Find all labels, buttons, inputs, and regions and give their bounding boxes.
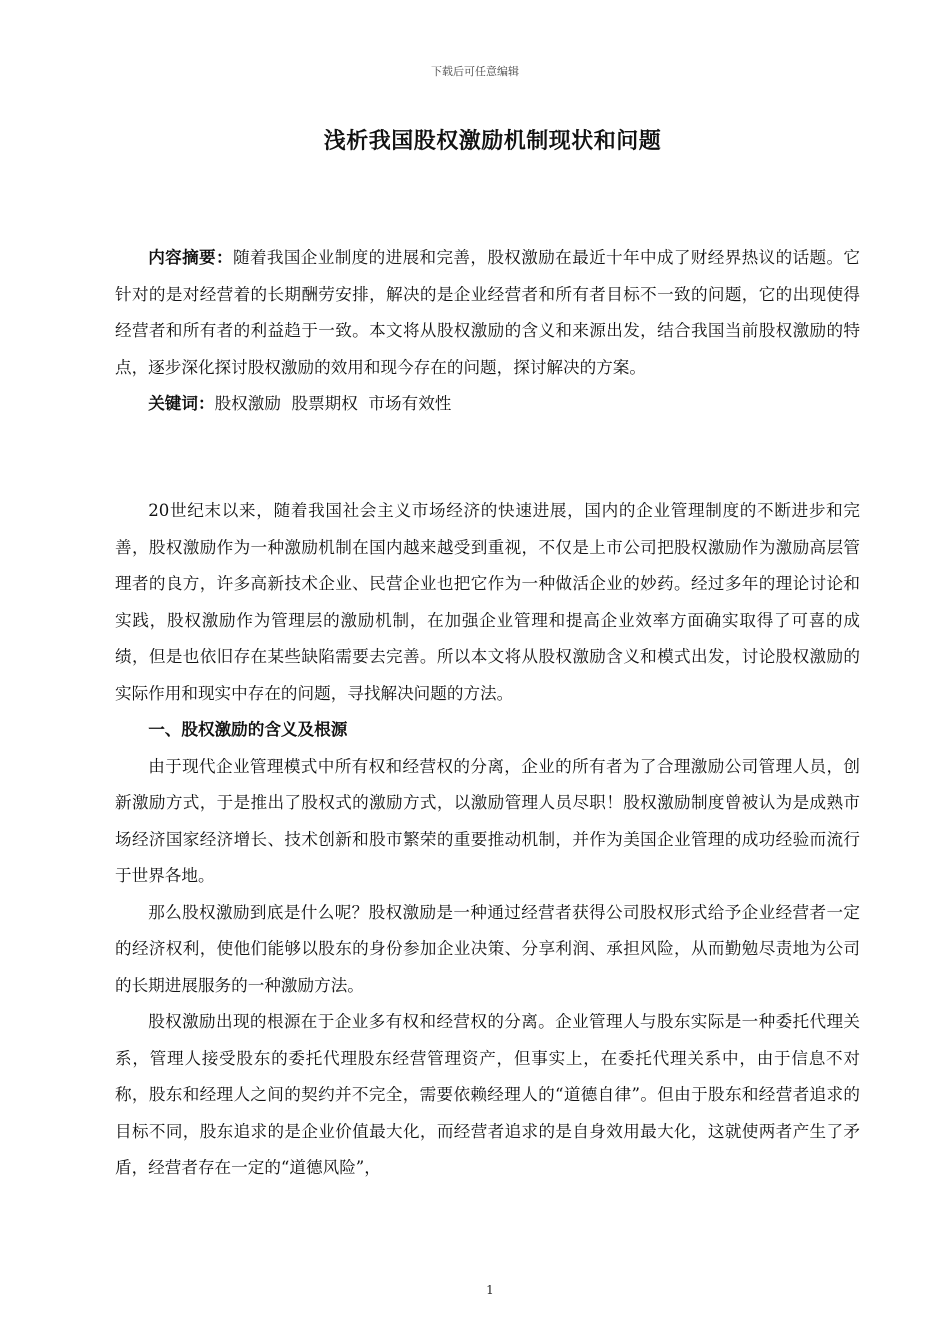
keywords-text: 股权激励 股票期权 市场有效性 [214,394,452,413]
intro-paragraph: 20世纪末以来，随着我国社会主义市场经济的快速进展，国内的企业管理制度的不断进步和完善，股权激励作为一种激励机制在国内越来越受到重视，不仅是上市公司把股权激励作为激励高层管理者的良方，许多高新技术企业、民营企业也把它作为一种做活企业的妙药。经过多年的理论讨论和实践，股权激励作为管理层的激励机制，在加强企业管理和提高企业效率方面确实取得了可喜的成绩，但是也依旧存在某些缺陷需要去完善。所以本文将从股权激励含义和模式出发，讨论股权激励的实际作用和现实中存在的问题，寻找解决问题的方法。 [115,501,860,703]
section-paragraph-1: 由于现代企业管理模式中所有权和经营权的分离，企业的所有者为了合理激励公司管理人员，创新激励方式，于是推出了股权式的激励方式，以激励管理人员尽职！股权激励制度曾被认为是成熟市场经济国家经济增长、技术创新和股市繁荣的重要推动机制，并作为美国企业管理的成功经验而流行于世界各地。 [115,756,860,885]
abstract-paragraph [115,240,860,386]
section-paragraph-3: 股权激励出现的根源在于企业多有权和经营权的分离。企业管理人与股东实际是一种委托代理关系，管理人接受股东的委托代理股东经营管理资产，但事实上，在委托代理关系中，由于信息不对称，股东和经理人之间的契约并不完全，需要依赖经理人的“道德自律”。但由于股东和经营者追求的目标不同，股东追求的是企业价值最大化，而经营者追求的是自身效用最大化，这就使两者产生了矛盾，经营者存在一定的“道德风险”， [115,1012,860,1177]
page-number: 1 [486,1283,494,1297]
abstract-label: 内容摘要： [148,248,233,267]
keywords-label: 关键词： [148,394,215,413]
keywords-paragraph [115,386,860,423]
abstract-text: 随着我国企业制度的进展和完善，股权激励在最近十年中成了财经界热议的话题。它针对的是对经营着的长期酬劳安排，解决的是企业经营者和所有者目标不一致的问题，它的出现使得经营者和所有者的利益趋于一致。本文将从股权激励的含义和来源出发，结合我国当前股权激励的特点，逐步深化探讨股权激励的效用和现今存在的问题，探讨解决的方案。 [115,248,861,377]
abstract-section [115,240,860,423]
main-body [115,493,860,1187]
header-note: 下载后可任意编辑 [431,65,519,78]
section-paragraph-2: 那么股权激励到底是什么呢？股权激励是一种通过经营者获得公司股权形式给予企业经营者一定的经济权利，使他们能够以股东的身份参加企业决策、分享利润、承担风险，从而勤勉尽责地为公司的长期进展服务的一种激励方法。 [115,902,860,995]
document-title: 浅析我国股权激励机制现状和问题 [323,129,662,154]
section-heading: 一、股权激励的含义及根源 [148,720,348,739]
